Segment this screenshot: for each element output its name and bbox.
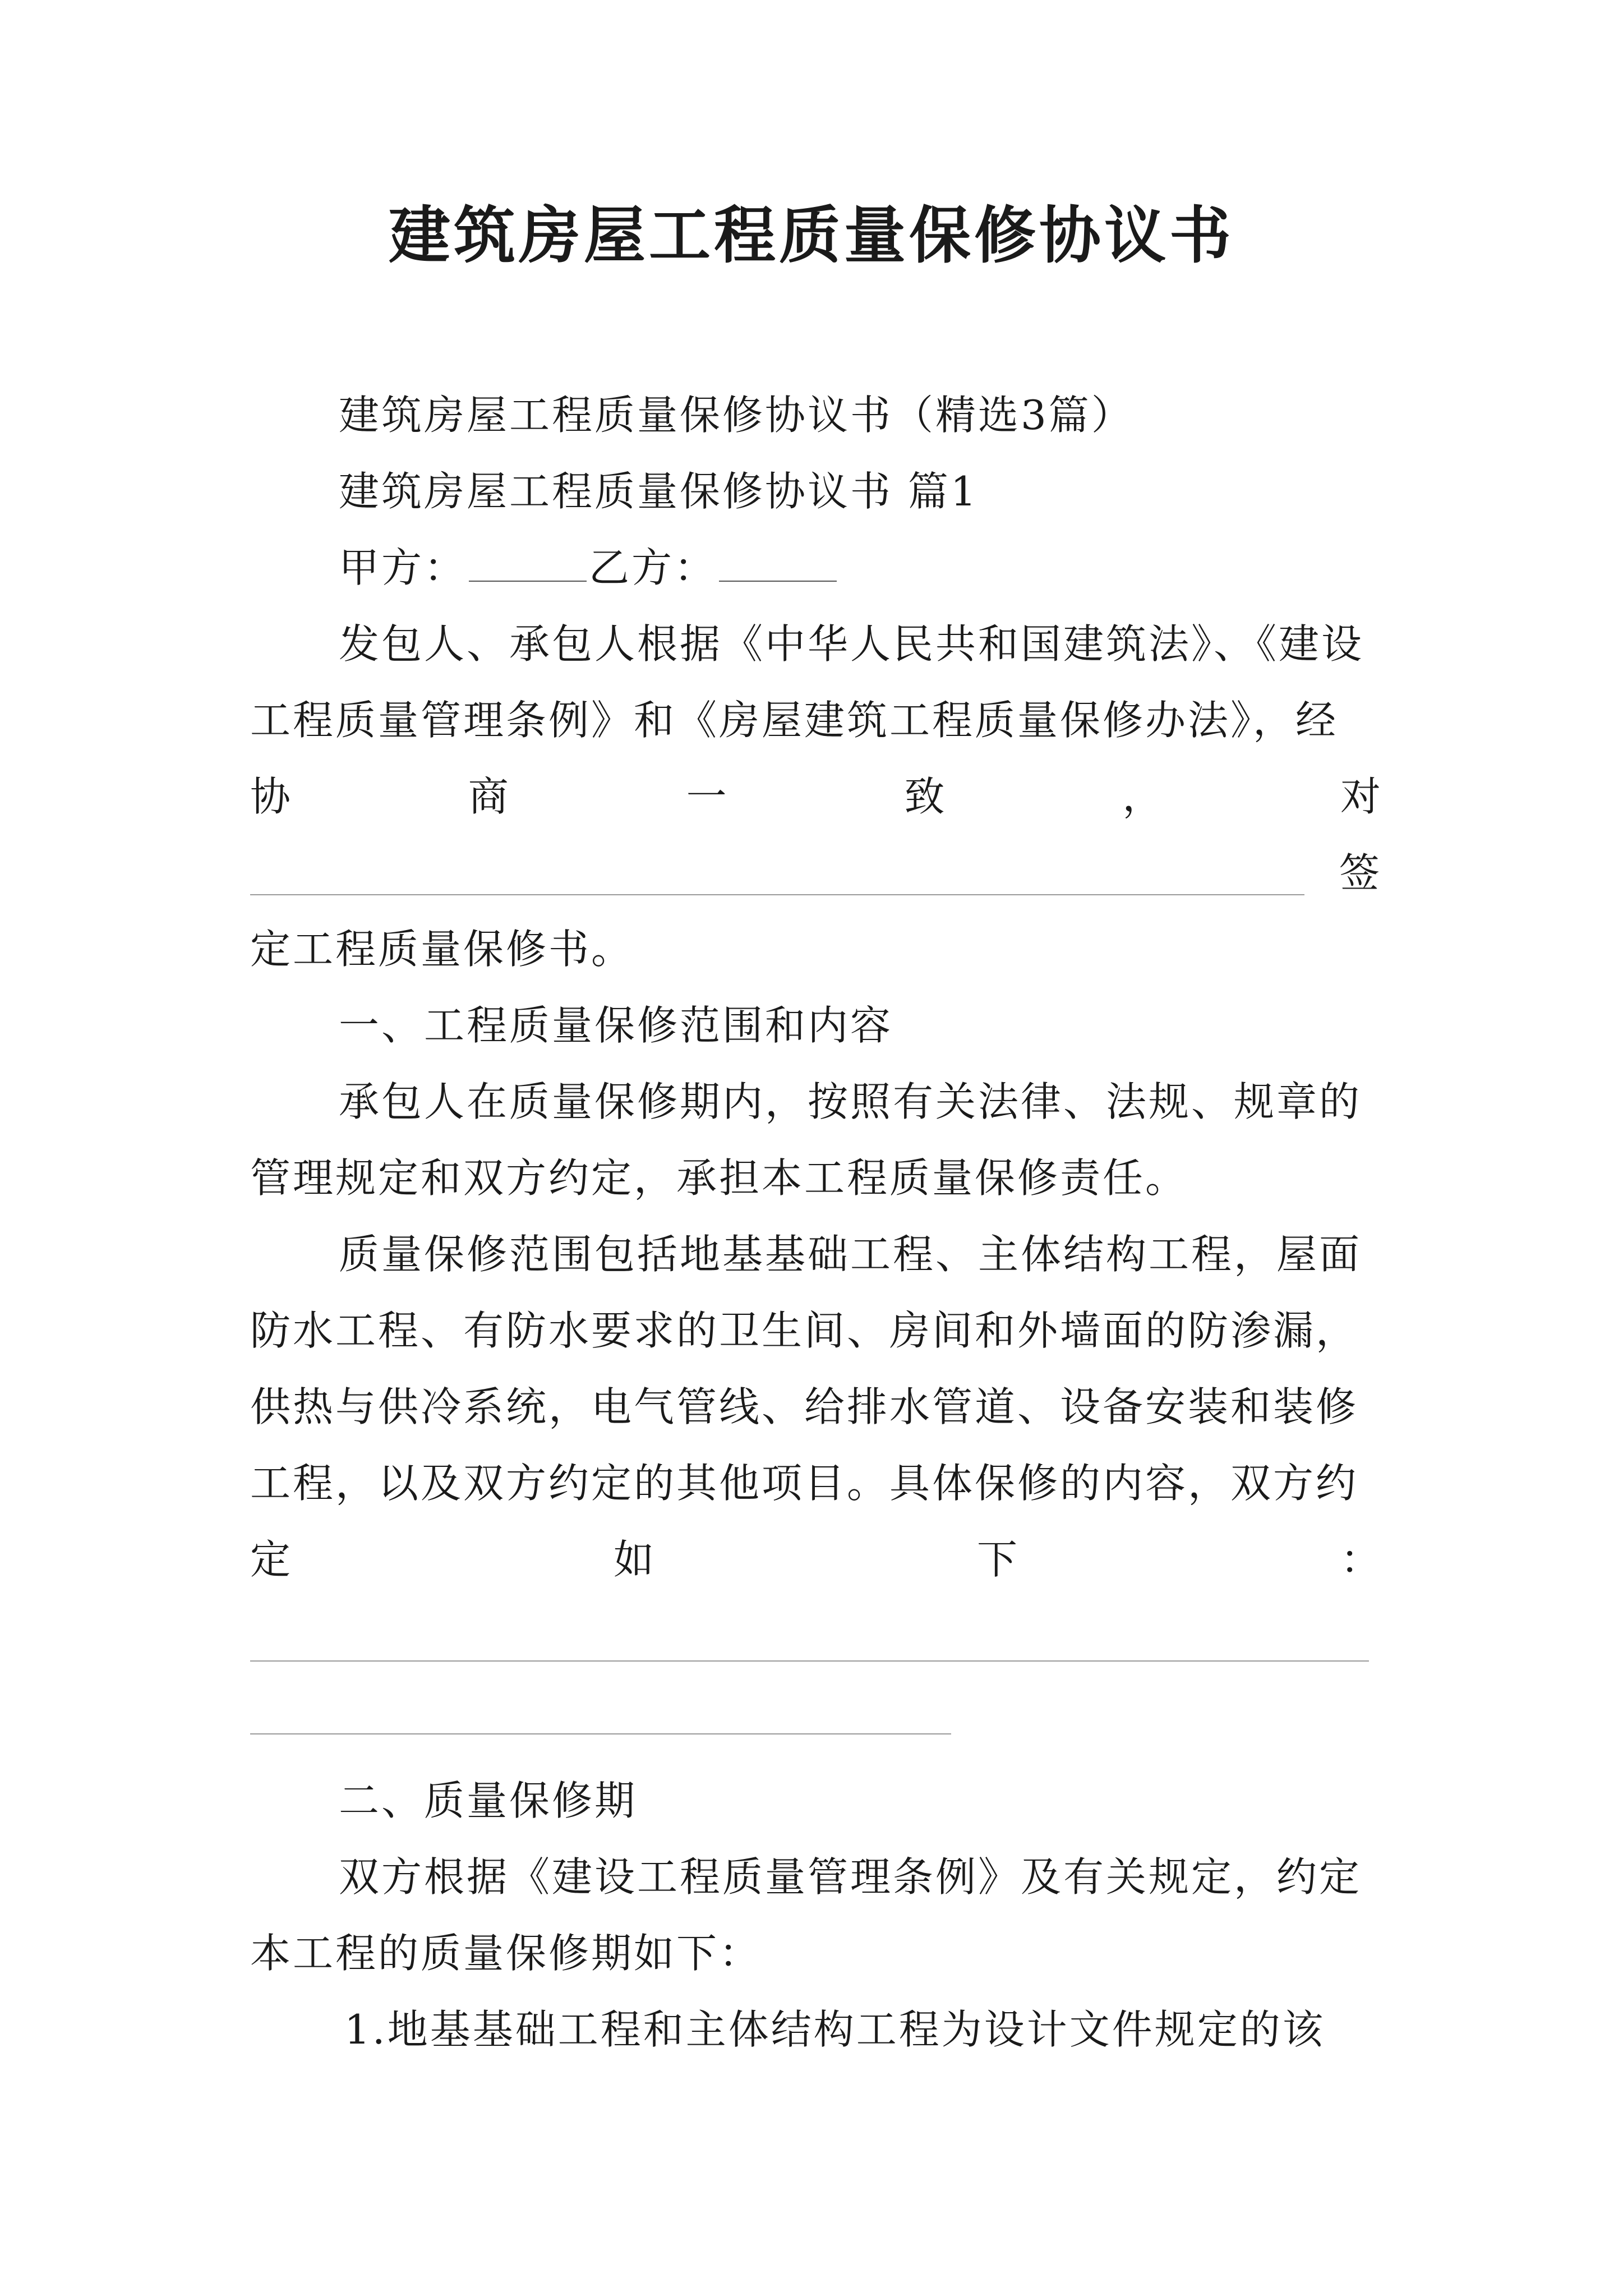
para1-line3 [250, 769, 1383, 825]
section1-heading: 一、工程质量保修范围和内容 [339, 1002, 893, 1049]
para2-line1: 承包人在质量保修期内，按照有关法律、法规、规章的 [339, 1078, 1362, 1125]
spread-char: 致 [904, 773, 947, 820]
party-b-blank [719, 547, 837, 582]
parties-line [339, 540, 1382, 596]
fill-in-line [250, 1660, 1369, 1662]
para3-line3: 供热与供冷系统，电气管线、给排水管道、设备安装和装修 [250, 1383, 1359, 1430]
spread-char: 对 [1340, 773, 1383, 820]
fill-in-line [250, 1733, 951, 1734]
para1-line4-end: 签 [1339, 849, 1382, 896]
spread-char: 协 [250, 773, 293, 820]
para4-line2: 本工程的质量保修期如下： [250, 1930, 762, 1977]
spread-char: 定 [250, 1536, 293, 1583]
document-title: 建筑房屋工程质量保修协议书 [389, 199, 1234, 272]
subtitle: 建筑房屋工程质量保修协议书（精选3篇） [339, 392, 1134, 439]
party-a-label: 甲方： [339, 544, 467, 591]
fill-in-line [250, 894, 1304, 895]
para3-line1: 质量保修范围包括地基基础工程、主体结构工程，屋面 [339, 1231, 1362, 1278]
chapter-heading: 建筑房屋工程质量保修协议书 篇1 [339, 468, 979, 515]
spread-char: 下 [976, 1536, 1020, 1583]
para4-line1: 双方根据《建设工程质量管理条例》及有关规定，约定 [339, 1853, 1362, 1901]
para3-line4: 工程，以及双方约定的其他项目。具体保修的内容，双方约 [250, 1460, 1359, 1507]
section2-heading: 二、质量保修期 [339, 1777, 638, 1824]
para1-line5: 定工程质量保修书。 [250, 926, 634, 973]
para1-line1: 发包人、承包人根据《中华人民共和国建筑法》、《建设 [339, 620, 1364, 668]
para2-line2: 管理规定和双方约定，承担本工程质量保修责任。 [250, 1154, 1188, 1202]
para3-line2: 防水工程、有防水要求的卫生间、房间和外墙面的防渗漏， [250, 1307, 1359, 1354]
para3-line5 [250, 1531, 1383, 1588]
spread-char: 一 [686, 773, 729, 820]
spread-char: 如 [613, 1536, 656, 1583]
spread-char: ： [1340, 1536, 1383, 1583]
party-a-blank [469, 547, 587, 582]
list-item-1: 1.地基基础工程和主体结构工程为设计文件规定的该 [344, 2006, 1325, 2053]
para1-line2: 工程质量管理条例》和《房屋建筑工程质量保修办法》，经 [250, 697, 1339, 744]
spread-char: 商 [468, 773, 511, 820]
spread-char: ， [1122, 773, 1165, 820]
party-b-label: 乙方： [589, 544, 717, 591]
